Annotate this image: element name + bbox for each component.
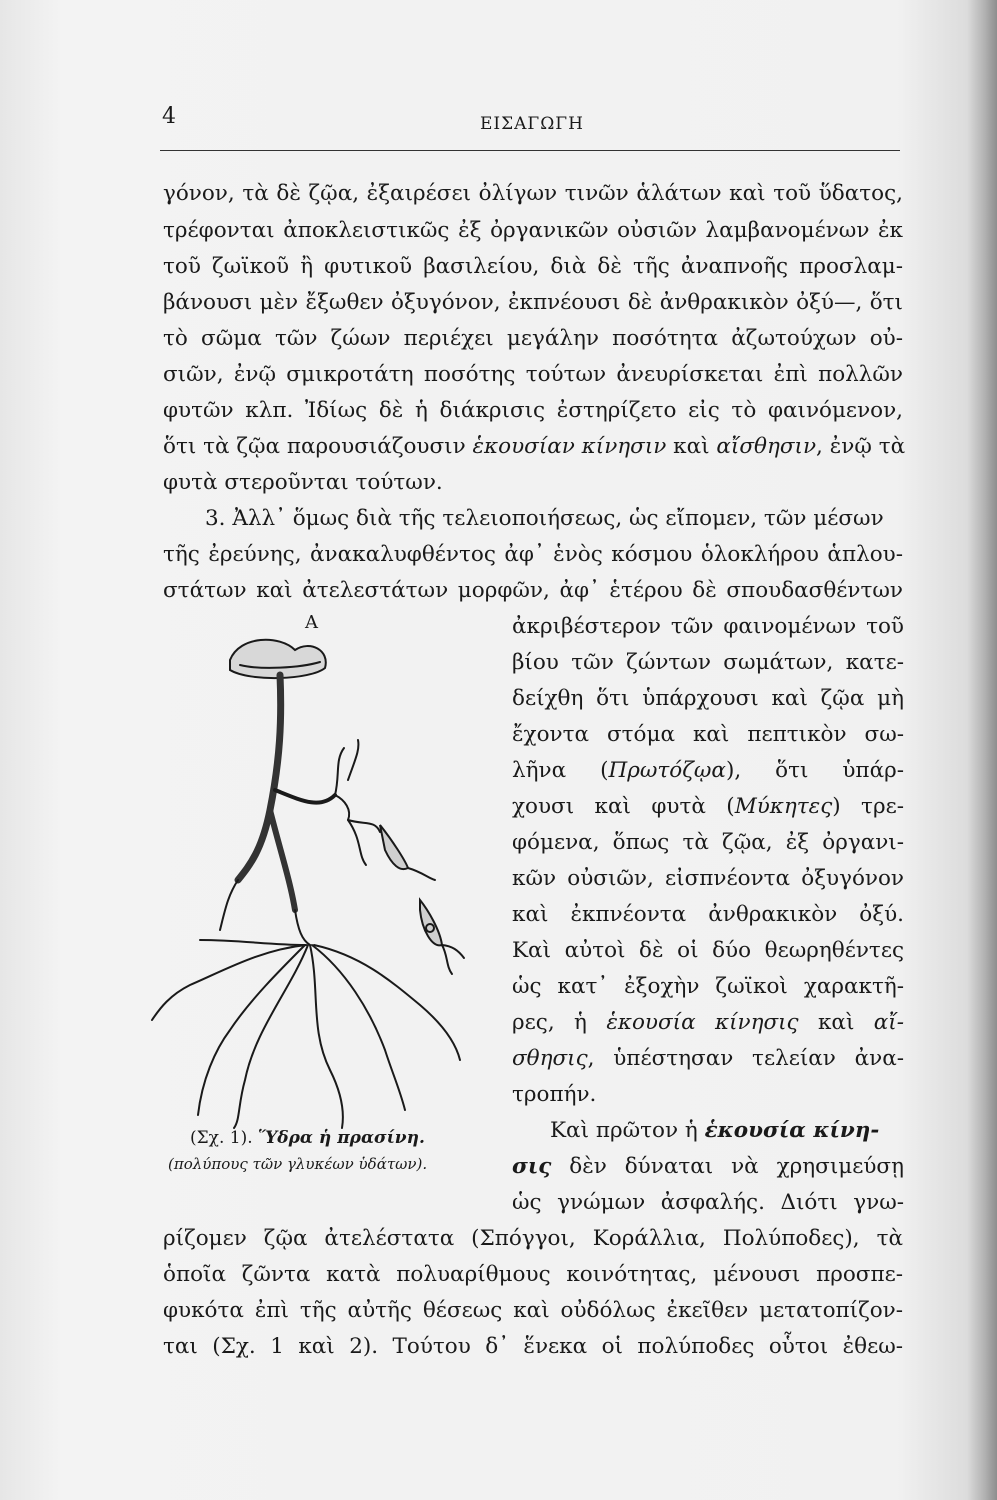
emphasis-text: ἑκουσίαν κίνησιν	[472, 434, 667, 459]
figure-label: Α	[305, 612, 318, 633]
text-line	[512, 760, 904, 782]
text-line: σιῶν, ἐνῷ σμικροτάτη ποσότης τούτων ἀνευρίσκεται ἐπὶ πολλῶν	[163, 362, 903, 387]
text-span: λῆνα (	[512, 758, 609, 783]
text-line: φυτῶν κλπ. Ἰδίως δὲ ἡ διάκρισις ἐστηρίζετο εἰς τὸ φαινόμενον,	[163, 398, 903, 423]
text-span: , ἐνῷ τὰ	[816, 434, 906, 459]
text-line: τοῦ ζωϊκοῦ ἢ φυτικοῦ βασιλείου, διὰ δὲ τῆς ἀναπνοῆς προσλαμ-	[163, 254, 903, 279]
text-span: Καὶ πρῶτον ἡ	[550, 1118, 705, 1143]
text-span: ὅτι τὰ ζῷα παρουσιάζουσιν	[163, 434, 473, 459]
text-line: καὶ ἐκπνέοντα ἀνθρακικὸν ὀξύ.	[512, 902, 904, 927]
header-rule	[160, 150, 900, 151]
text-line: ἔχοντα στόμα καὶ πεπτικὸν σω-	[512, 722, 904, 747]
text-line: τὸ σῶμα τῶν ζώων περιέχει μεγάλην ποσότητα ἀζωτούχων οὐ-	[163, 326, 903, 351]
text-line: βάνουσι μὲν ἔξωθεν ὀξυγόνον, ἐκπνέουσι δὲ ἀνθρακικὸν ὀξύ—, ὅτι	[163, 290, 903, 315]
caption-title: Ὕδρα ἡ πρασίνη.	[258, 1128, 425, 1148]
hydra-illustration	[130, 610, 510, 1130]
text-line: 3. Ἀλλ᾽ ὅμως διὰ τῆς τελειοποιήσεως, ὡς εἴπομεν, τῶν μέσων	[205, 506, 884, 531]
text-line: φόμενα, ὅπως τὰ ζῷα, ἐξ ὀργανι-	[512, 830, 904, 855]
running-head: ΕΙΣΑΓΩΓΗ	[480, 114, 584, 134]
emphasis-text: αἴ-	[873, 1010, 904, 1035]
text-span: , ὑπέστησαν τελείαν ἀνα-	[587, 1046, 904, 1071]
text-line	[512, 1048, 904, 1070]
text-line: κῶν οὐσιῶν, εἰσπνέοντα ὀξυγόνον	[512, 866, 904, 891]
text-span: καὶ	[798, 1010, 874, 1035]
text-span: δὲν δύναται νὰ χρησιμεύσῃ	[551, 1154, 904, 1179]
emphasis-text: Μύκητες	[734, 794, 833, 819]
text-line: ὡς κατ᾽ ἐξοχὴν ζωϊκοὶ χαρακτῆ-	[512, 974, 904, 999]
text-line: ται (Σχ. 1 καὶ 2). Τούτου δ᾽ ἕνεκα οἱ πολύποδες οὗτοι ἐθεω-	[163, 1334, 903, 1359]
text-line: ρίζομεν ζῷα ἀτελέστατα (Σπόγγοι, Κοράλλια, Πολύποδες), τὰ	[163, 1226, 903, 1251]
text-line: γόνον, τὰ δὲ ζῷα, ἐξαιρέσει ὀλίγων τινῶν ἁλάτων καὶ τοῦ ὕδατος,	[163, 181, 903, 206]
caption-number: (Σχ. 1).	[190, 1128, 259, 1148]
emphasis-text: Πρωτόζῳα	[608, 758, 726, 783]
text-line: στάτων καὶ ἀτελεστάτων μορφῶν, ἀφ᾽ ἑτέρου δὲ σπουδασθέντων	[163, 578, 903, 603]
text-line: ὁποῖα ζῶντα κατὰ πολυαρίθμους κοινότητας, μένουσι προσπε-	[163, 1262, 903, 1287]
page-edge-shadow	[967, 0, 997, 1500]
text-line	[512, 796, 904, 818]
text-line: βίου τῶν ζώντων σωμάτων, κατε-	[512, 650, 904, 675]
figure-subcaption: (πολύπους τῶν γλυκέων ὑδάτων).	[168, 1155, 428, 1173]
text-line	[512, 1012, 904, 1034]
text-line: τρέφονται ἀποκλειστικῶς ἐξ ὀργανικῶν οὐσιῶν λαμβανομένων ἐκ	[163, 218, 903, 243]
text-line: τῆς ἐρεύνης, ἀνακαλυφθέντος ἀφ᾽ ἑνὸς κόσμου ὁλοκλήρου ἁπλου-	[163, 542, 903, 567]
text-line: τροπήν.	[512, 1082, 597, 1107]
emphasis-text: σθησις	[512, 1046, 588, 1071]
text-line: Καὶ αὐτοὶ δὲ οἱ δύο θεωρηθέντες	[512, 938, 904, 963]
page-number: 4	[162, 104, 176, 129]
text-line	[550, 1120, 904, 1142]
text-line: φυτὰ στεροῦνται τούτων.	[163, 470, 443, 495]
figure-caption	[190, 1128, 425, 1148]
page-header	[160, 100, 900, 140]
text-span: καὶ	[666, 434, 717, 459]
text-line: δείχθη ὅτι ὑπάρχουσι καὶ ζῷα μὴ	[512, 686, 904, 711]
bold-emphasis-text: ἑκουσία κίνη-	[704, 1118, 880, 1143]
emphasis-text: αἴσθησιν	[716, 434, 817, 459]
text-line: φυκότα ἐπὶ τῆς αὐτῆς θέσεως καὶ οὐδόλως ἐκεῖθεν μετατοπίζον-	[163, 1298, 903, 1323]
bold-emphasis-text: σις	[512, 1154, 552, 1179]
emphasis-text: ἑκουσία κίνησις	[606, 1010, 799, 1035]
text-line: ὡς γνώμων ἀσφαλής. Διότι γνω-	[512, 1190, 904, 1215]
text-span: ), ὅτι ὑπάρ-	[725, 758, 904, 783]
text-span: χουσι καὶ φυτὰ (	[512, 794, 735, 819]
text-span: ) τρε-	[832, 794, 904, 819]
text-line: ἀκριβέστερον τῶν φαινομένων τοῦ	[512, 614, 904, 639]
text-line	[512, 1156, 904, 1178]
text-line	[163, 434, 906, 459]
text-span: ρες, ἡ	[512, 1010, 607, 1035]
